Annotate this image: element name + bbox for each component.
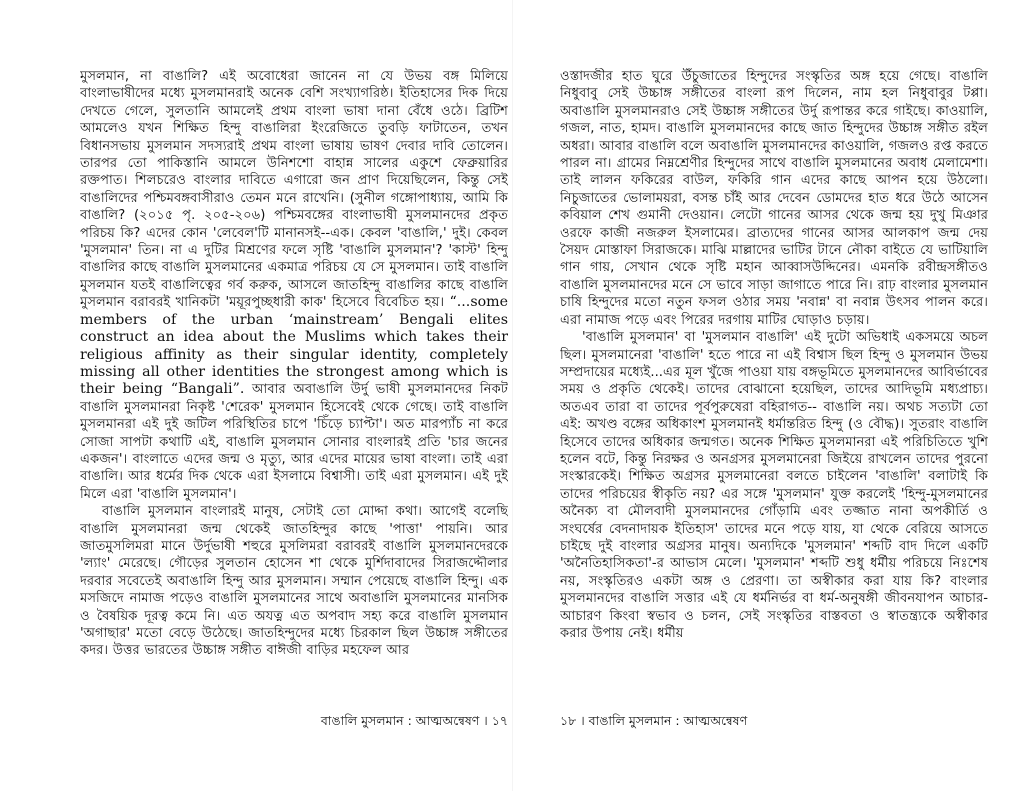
right-page <box>560 68 988 746</box>
left-page-footer: বাঙালি মুসলমান : আত্মঅন্বেষণ । ১৭ <box>320 713 508 728</box>
right-paragraph-1: ওস্তাদজীর হাত ঘুরে উঁচুজাতের হিন্দুদের সংস্কৃতির অঙ্গ হয়ে গেছে। বাঙালি নিধুবাবু সেই উচ্চাঙ্গ সঙ্গীতের বাংলা রূপ দিলেন, নাম হল নিধুবাবুর টপ্পা। অবাঙালি মুসলমানরাও সেই উচ্চাঙ্গ সঙ্গীতের উর্দু রূপান্তর করে গাইছে। কাওয়ালি, গজল, নাত, হামদ। বাঙালি মুসলমানদের কাছে জাত হিন্দুদের উচ্চাঙ্গ সঙ্গীত রইল অধরা। আবার বাঙালি বলে অবাঙালি মুসলমানদের কাওয়ালি, গজলও রপ্ত করতে পারল না। গ্রামের নিম্নশ্রেণীর হিন্দুদের সাথে বাঙালি মুসলমানের অবাধ মেলামেশা। তাই লালন ফকিরের বাউল, ফকিরি গান এদের কাছে আপন হয়ে উঠলো। নিচুজাতের ভোলাময়রা, বসন্ত চাঁই আর দেবেন ডোমদের হাত ধরে উঠে আসেন কবিয়াল শেখ গুমানী দেওয়ান। লেটো গানের আসর থেকে জন্ম হয় দুখু মিঞার ওরফে কাজী নজরুল ইসলামের। ব্রাত্যদের গানের আসর আলকাপ জন্ম দেয় সৈয়দ মোস্তাফা সিরাজকে। মাঝি মাল্লাদের ভাটির টানে নৌকা বাইতে যে ভাটিয়ালি গান গায়, সেখান থেকে সৃষ্টি মহান আব্বাসউদ্দিনের। এমনকি রবীন্দ্রসঙ্গীতও বাঙালি মুসলমানদের মনে সে ভাবে সাড়া জাগাতে পারে নি। রাঢ় বাংলার মুসলমান চাষি হিন্দুদের মতো নতুন ফসল ওঠার সময় 'নবান্ন' বা নবান্ন উৎসব পালন করে। এরা নামাজ পড়ে এবং পিরের দরগায় মাটির ঘোড়াও চড়ায়। <box>560 69 988 328</box>
book-gutter <box>512 0 513 791</box>
left-paragraph-1-part-a: মুসলমান, না বাঙালি? এই অবোধেরা জানেন না যে উভয় বঙ্গ মিলিয়ে বাংলাভাষীদের মধ্যে মুসলমানরাই অনেক বেশি সংখ্যাগরিষ্ঠ। ইতিহাসের দিক দিয়ে দেখতে গেলে, সুলতানি আমলেই প্রথম বাংলা ভাষা দানা বেঁধে ওঠে। ব্রিটিশ আমলেও যখন শিক্ষিত হিন্দু বাঙালিরা ইংরেজিতে তুবড়ি ফাটাতেন, তখন বিধানসভায় মুসলমান সদস্যরাই প্রথম বাংলা ভাষায় ভাষণ দেবার দাবি তোলেন। তারপর তো পাকিস্তানি আমলে উনিশশো বাহান্ন সালের একুশে ফেব্রুয়ারির রক্তপাত। শিলচরেও বাংলার দাবিতে এগারো জন প্রাণ দিয়েছিলেন, কিন্তু সেই বাঙালিদের পশ্চিমবঙ্গবাসীরাও তেমন মনে রাখেনি। (সুনীল গঙ্গোপাধ্যায়, আমি কি বাঙালি? (২০১৫ পৃ. ২০৫-২০৬) পশ্চিমবঙ্গের বাংলাভাষী মুসলমানদের প্রকৃত পরিচয় কি? এদের কোন 'লেবেল'টি মানানসই--এক। কেবল 'বাঙালি,' দুই। কেবল 'মুসলমান' তিন। না এ দুটির মিশ্রণের ফলে সৃষ্টি 'বাঙালি মুসলমান'? 'কাস্ট' হিন্দু বাঙালির কাছে বাঙালি মুসলমানের একমাত্র পরিচয় যে সে মুসলমান। তাই বাঙালি মুসলমান যতই বাঙালিত্বের গর্ব করুক, আসলে জাতহিন্দু বাঙালির কাছে বাঙালি মুসলমান বরাবরই খানিকটা 'ময়ূরপুচ্ছধারী কাক' হিসেবে বিবেচিত হয়। <box>80 69 508 311</box>
right-page-footer: ১৮ । বাঙালি মুসলমান : আত্মঅন্বেষণ <box>560 713 748 728</box>
left-paragraph-1-part-b: আবার অবাঙালি উর্দু ভাষী মুসলমানদের নিকট বাঙালি মুসলমানরা নিকৃষ্ট 'শেরেক' মুসলমান হিসেবেই থেকে গেছে। তাই বাঙালি মুসলমানরা এই দুই জটিল পরিস্থিতির চাপে 'চিঁড়ে চ্যাপ্টা'। অত মারপ্যাঁচ না করে সোজা সাপটা কথাটি এই, বাঙালি মুসলমান সোনার বাংলারই প্রতি 'চার জনের একজন'। বাংলাতে এদের জন্ম ও মৃত্যু, আর এদের মায়ের ভাষা বাংলা। তাই এরা বাঙালি। আর ধর্মের দিক থেকে এরা ইসলামে বিশ্বাসী। তাই এরা মুসলমান। এই দুই মিলে এরা 'বাঙালি মুসলমান'। <box>80 382 508 502</box>
left-paragraph-2: বাঙালি মুসলমান বাংলারই মানুষ, সেটাই তো মোদ্দা কথা। আগেই বলেছি বাঙালি মুসলমানরা জন্ম থেকেই জাতহিন্দুর কাছে 'পাত্তা' পায়নি। আর জাতমুসলিমরা মানে উর্দুভাষী শহুরে মুসলিমরা বরাবরই বাঙালি মুসলমানদেরকে 'ল্যাং' মেরেছে। গৌড়ের সুলতান হোসেন শা থেকে মুর্শিদাবাদের সিরাজদ্দৌলার দরবার সবেতেই অবাঙালি হিন্দু আর মুসলমান। সম্মান পেয়েছে বাঙালি হিন্দু। এক মসজিদে নামাজ পড়েও বাঙালি মুসলমানের সাথে অবাঙালি মুসলমানের মানসিক ও বৈষয়িক দূরত্ব কমে নি। এত অযত্ন এত অপবাদ সহ্য করে বাঙালি মুসলমান 'অগাছার' মতো বেড়ে উঠেছে। জাতহিন্দুদের মধ্যে চিরকাল ছিল উচ্চাঙ্গ সঙ্গীতের কদর। উত্তর ভারতের উচ্চাঙ্গ সঙ্গীত বাঈজী বাড়ির মহফেল আর <box>80 504 508 659</box>
english-quote: “...some members of the urban ‘mainstream’ Bengali elites construct an idea about the Muslims which takes their religious affinity as their singular identity, completely missing all other identities the strongest among which is their being “Bangali”. <box>80 294 508 398</box>
left-page <box>80 68 508 746</box>
left-paragraph-1 <box>80 68 508 503</box>
right-paragraph-2: 'বাঙালি মুসলমান' বা 'মুসলমান বাঙালি' এই দুটো অভিধাই একসময়ে অচল ছিল। মুসলমানেরা 'বাঙালি' হতে পারে না এই বিশ্বাস ছিল হিন্দু ও মুসলমান উভয় সম্প্রদায়ের মধ্যেই...এর মূল খুঁজে পাওয়া যায় বঙ্গভূমিতে মুসলমানদের আবির্ভাবের সময় ও প্রকৃতি থেকেই। তাদের বোঝানো হয়েছিল, তাদের আদিভূমি মধ্যপ্রাচ্য। অতএব তারা বা তাদের পূর্বপুরুষেরা বহিরাগত-- বাঙালি নয়। অথচ সত্যটা তো এই: অখণ্ড বঙ্গের অধিকাংশ মুসলমানই ধর্মান্তরিত হিন্দু (ও বৌদ্ধ)। সুতরাং বাঙালি হিসেবে তাদের অধিকার জন্মগত। অনেক শিক্ষিত মুসলমানরা এই পরিচিতিতে খুশি হলেন বটে, কিন্তু নিরক্ষর ও অনগ্রসর মুসলমানেরা জিইয়ে রাখলেন তাদের পুরনো সংস্কারকেই। শিক্ষিত অগ্রসর মুসলমানেরা বলতে চাইলেন 'বাঙালি' বলাটাই কি তাদের পরিচয়ের স্বীকৃতি নয়? এর সঙ্গে 'মুসলমান' যুক্ত করলেই 'হিন্দু-মুসলমানের অনৈক্য বা মৌলবাদী মুসলমানদের গোঁড়ামি এবং তজ্জাত নানা অপকীর্তি ও সংঘর্ষের বেদনাদায়ক ইতিহাস' তাদের মনে পড়ে যায়, যা থেকে বেরিয়ে আসতে চাইছে দুই বাংলার অগ্রসর মানুষ। অন্যদিকে 'মুসলমান' শব্দটি বাদ দিলে একটি 'অনৈতিহাসিকতা'-র আভাস মেলে। 'মুসলমান' শব্দটি শুধু ধর্মীয় পরিচয়ে নিঃশেষ নয়, সংস্কৃতিরও একটা অঙ্গ ও প্রেরণা। তা অস্বীকার করা যায় কি? বাংলার মুসলমানদের বাঙালি সত্তার এই যে ধর্মনির্ভর বা ধর্ম-অনুষঙ্গী জীবনযাপন আচার-আচারণ কিংবা স্বভাব ও চলন, সেই সংস্কৃতির বাস্তবতা ও স্বাতন্ত্র্যকে অস্বীকার করার উপায় নেই। ধর্মীয় <box>560 330 988 641</box>
